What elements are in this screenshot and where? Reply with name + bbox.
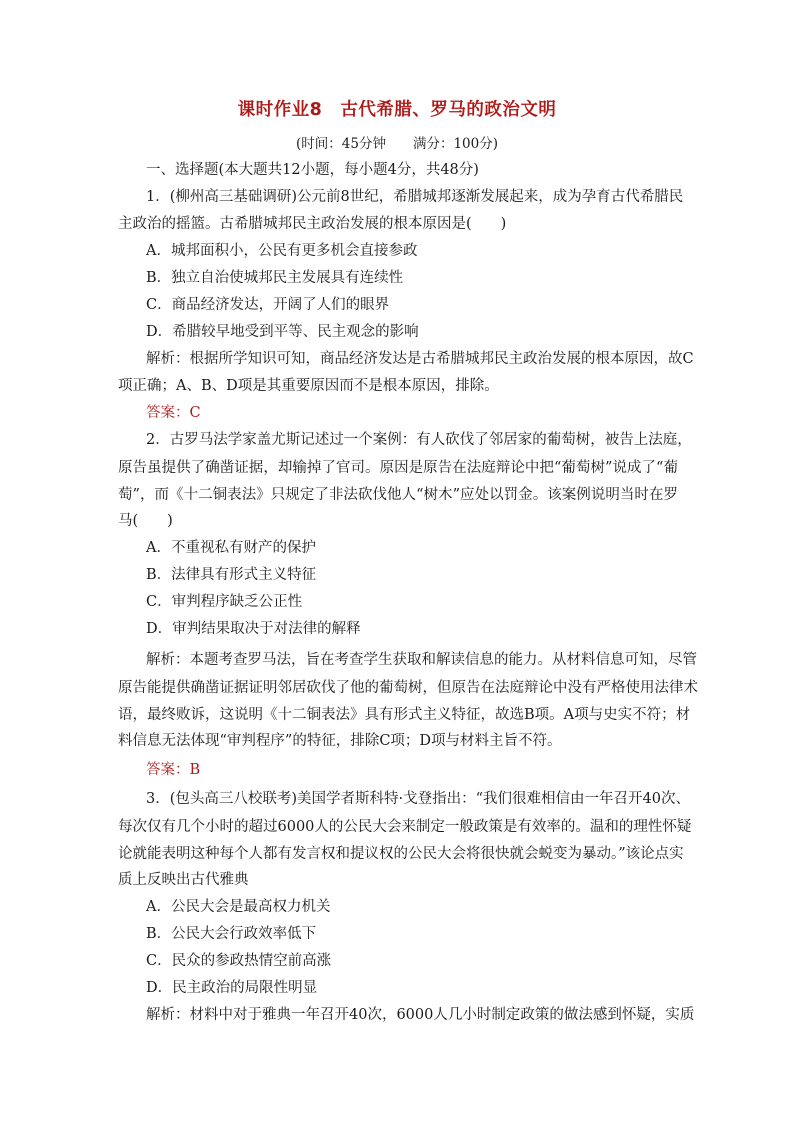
question-1-option-b: B．独立自治使城邦民主发展具有连续性 <box>146 270 404 286</box>
question-1-option-c: C．商品经济发达，开阔了人们的眼界 <box>146 297 390 313</box>
question-1-option-d: D．希腊较早地受到平等、民主观念的影响 <box>146 324 419 340</box>
question-3-stem-line-2: 每次仅有几个小时的超过6000人的公民大会来制定一般政策是有效率的。温和的理性怀疑 <box>118 819 692 835</box>
question-3-stem-line-1: 3．(包头高三八校联考)美国学者斯科特·戈登指出：“我们很难相信由一年召开40次、 <box>146 791 691 807</box>
question-2-analysis-line-4: 料信息无法体现“审判程序”的特征，排除C项；D项与材料主旨不符。 <box>118 733 562 749</box>
question-3-stem-line-4: 质上反映出古代雅典 <box>118 872 249 888</box>
question-2-stem-line-3: 萄”，而《十二铜表法》只规定了非法砍伐他人“树木”应处以罚金。该案例说明当时在罗 <box>118 487 678 503</box>
question-2-analysis-line-1: 解析：本题考查罗马法，旨在考查学生获取和解读信息的能力。从材料信息可知，尽管 <box>146 652 697 668</box>
question-1-option-a: A．城邦面积小，公民有更多机会直接参政 <box>146 243 418 259</box>
question-2-stem-line-1: 2．古罗马法学家盖尤斯记述过一个案例：有人砍伐了邻居家的葡萄树，被告上法庭， <box>146 432 692 448</box>
question-2-stem-line-4: 马( ) <box>118 513 173 529</box>
question-2-option-d: D．审判结果取决于对法律的解释 <box>146 621 361 637</box>
section-heading: 一、选择题(本大题共12小题，每小题4分，共48分) <box>146 162 479 178</box>
question-2-analysis-line-3: 语，最终败诉，这说明《十二铜表法》具有形式主义特征，故选B项。A项与史实不符；材 <box>118 707 691 723</box>
question-3-option-a: A．公民大会是最高权力机关 <box>146 899 331 915</box>
question-3-analysis-line-1: 解析：材料中对于雅典一年召开40次，6000人几小时制定政策的做法感到怀疑，实质 <box>146 1007 695 1023</box>
question-1-analysis-line-1: 解析：根据所学知识可知，商品经济发达是古希腊城邦民主政治发展的根本原因，故C <box>146 351 694 367</box>
question-1-answer: 答案：C <box>146 405 201 421</box>
question-2-answer: 答案：B <box>146 762 201 778</box>
question-1-analysis-line-2: 项正确；A、B、D项是其重要原因而不是根本原因，排除。 <box>118 378 499 394</box>
question-3-option-c: C．民众的参政热情空前高涨 <box>146 953 332 969</box>
time-score-info: (时间：45分钟 满分：100分) <box>296 136 498 152</box>
question-3-option-b: B．公民大会行政效率低下 <box>146 926 317 942</box>
question-2-analysis-line-2: 原告能提供确凿证据证明邻居砍伐了他的葡萄树，但原告在法庭辩论中没有严格使用法律术 <box>118 680 698 696</box>
question-2-option-a: A．不重视私有财产的保护 <box>146 540 316 556</box>
question-1-stem-line-1: 1．(柳州高三基础调研)公元前8世纪，希腊城邦逐渐发展起来，成为孕育古代希腊民 <box>146 189 684 205</box>
question-2-option-c: C．审判程序缺乏公正性 <box>146 594 303 610</box>
question-3-option-d: D．民主政治的局限性明显 <box>146 980 318 996</box>
question-3-stem-line-3: 论就能表明这种每个人都有发言权和提议权的公民大会将很快就会蜕变为暴动。”该论点实 <box>118 846 684 862</box>
question-2-stem-line-2: 原告虽提供了确凿证据，却输掉了官司。原因是原告在法庭辩论中把“葡萄树”说成了“葡 <box>118 460 678 476</box>
question-2-option-b: B．法律具有形式主义特征 <box>146 567 317 583</box>
page-title: 课时作业8 古代希腊、罗马的政治文明 <box>237 100 557 120</box>
question-1-stem-line-2: 主政治的摇篮。古希腊城邦民主政治发展的根本原因是( ) <box>118 216 507 232</box>
